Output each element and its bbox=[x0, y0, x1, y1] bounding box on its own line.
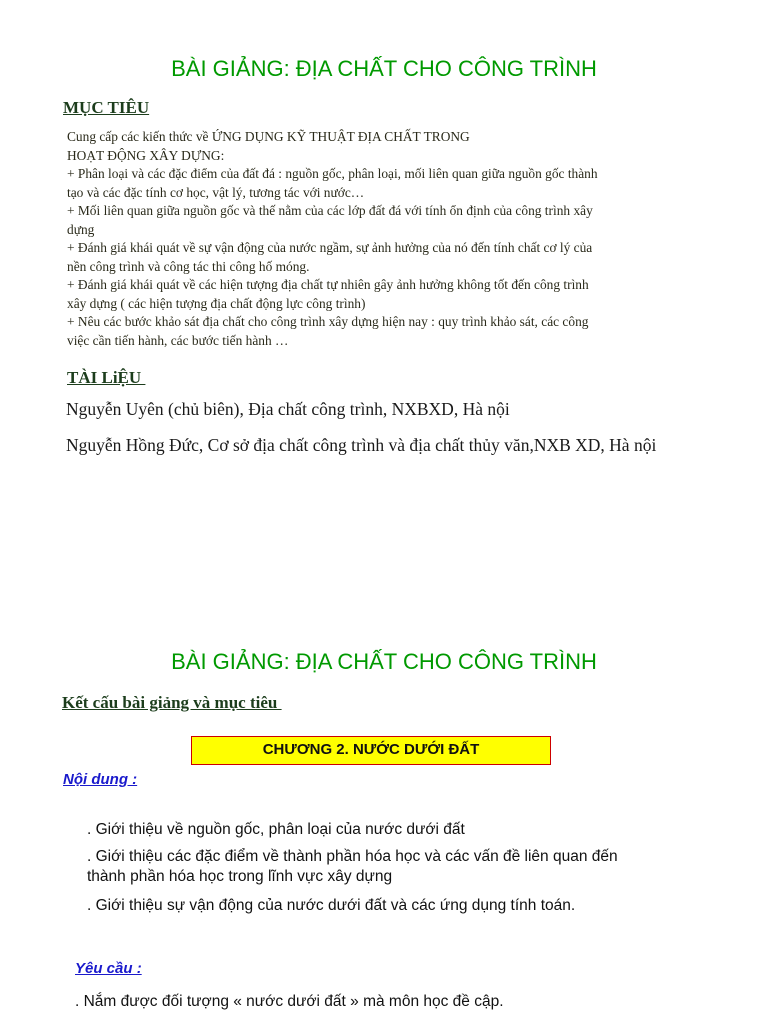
content-item: . Giới thiệu về nguồn gốc, phân loại của nước dưới đất bbox=[87, 821, 465, 838]
references-heading: TÀI LiỆU bbox=[67, 368, 146, 387]
objectives-line: + Phân loại và các đặc điểm của đất đá : nguồn gốc, phân loại, mối liên quan giữa nguồn gốc thành bbox=[67, 166, 598, 181]
objectives-line: + Nêu các bước khảo sát địa chất cho công trình xây dựng hiện nay : quy trình khảo sát, các công bbox=[67, 314, 589, 329]
content-item: thành phần hóa học trong lĩnh vực xây dựng bbox=[87, 868, 393, 885]
content-item: . Giới thiệu sự vận động của nước dưới đất và các ứng dụng tính toán. bbox=[87, 897, 576, 914]
objectives-line: + Đánh giá khái quát về các hiện tượng địa chất tự nhiên gây ảnh hưởng không tốt đến công trình bbox=[67, 277, 589, 292]
reference-item: Nguyễn Uyên (chủ biên), Địa chất công trình, NXBXD, Hà nội bbox=[66, 399, 510, 419]
requirements-label: Yêu cầu : bbox=[75, 960, 142, 977]
content-item: . Giới thiệu các đặc điểm về thành phần hóa học và các vấn đề liên quan đến bbox=[87, 848, 618, 865]
objectives-line: tạo và các đặc tính cơ học, vật lý, tương tác với nước… bbox=[67, 184, 365, 200]
objectives-line: Cung cấp các kiến thức về ỨNG DỤNG KỸ THUẬT ĐỊA CHẤT TRONG bbox=[67, 129, 470, 144]
requirement-item: . Nắm được đối tượng « nước dưới đất » mà môn học đề cập. bbox=[75, 993, 504, 1010]
slide1-title: BÀI GIẢNG: ĐỊA CHẤT CHO CÔNG TRÌNH bbox=[171, 56, 597, 81]
structure-heading: Kết cấu bài giảng và mục tiêu bbox=[62, 693, 282, 712]
objectives-line: việc cần tiến hành, các bước tiến hành … bbox=[67, 332, 289, 348]
chapter-box: CHƯƠNG 2. NƯỚC DƯỚI ĐẤT bbox=[191, 736, 551, 765]
objectives-line: + Mối liên quan giữa nguồn gốc và thế nằm của các lớp đất đá với tính ổn định của công trình xây bbox=[67, 203, 593, 218]
objectives-line: dựng bbox=[67, 221, 95, 237]
reference-item: Nguyễn Hồng Đức, Cơ sở địa chất công trình và địa chất thủy văn,NXB XD, Hà nội bbox=[66, 435, 657, 455]
objectives-body bbox=[67, 128, 707, 350]
content-label: Nội dung : bbox=[63, 771, 138, 788]
objectives-heading: MỤC TIÊU bbox=[63, 98, 150, 117]
objectives-line: xây dựng ( các hiện tượng địa chất động lực công trình) bbox=[67, 295, 366, 311]
objectives-line: nền công trình và công tác thi công hố móng. bbox=[67, 258, 310, 274]
slide2-title: BÀI GIẢNG: ĐỊA CHẤT CHO CÔNG TRÌNH bbox=[171, 649, 597, 674]
objectives-line: HOẠT ĐỘNG XÂY DỰNG: bbox=[67, 147, 225, 163]
objectives-line: + Đánh giá khái quát về sự vận động của nước ngầm, sự ảnh hưởng của nó đến tính chất cơ lý của bbox=[67, 240, 593, 255]
